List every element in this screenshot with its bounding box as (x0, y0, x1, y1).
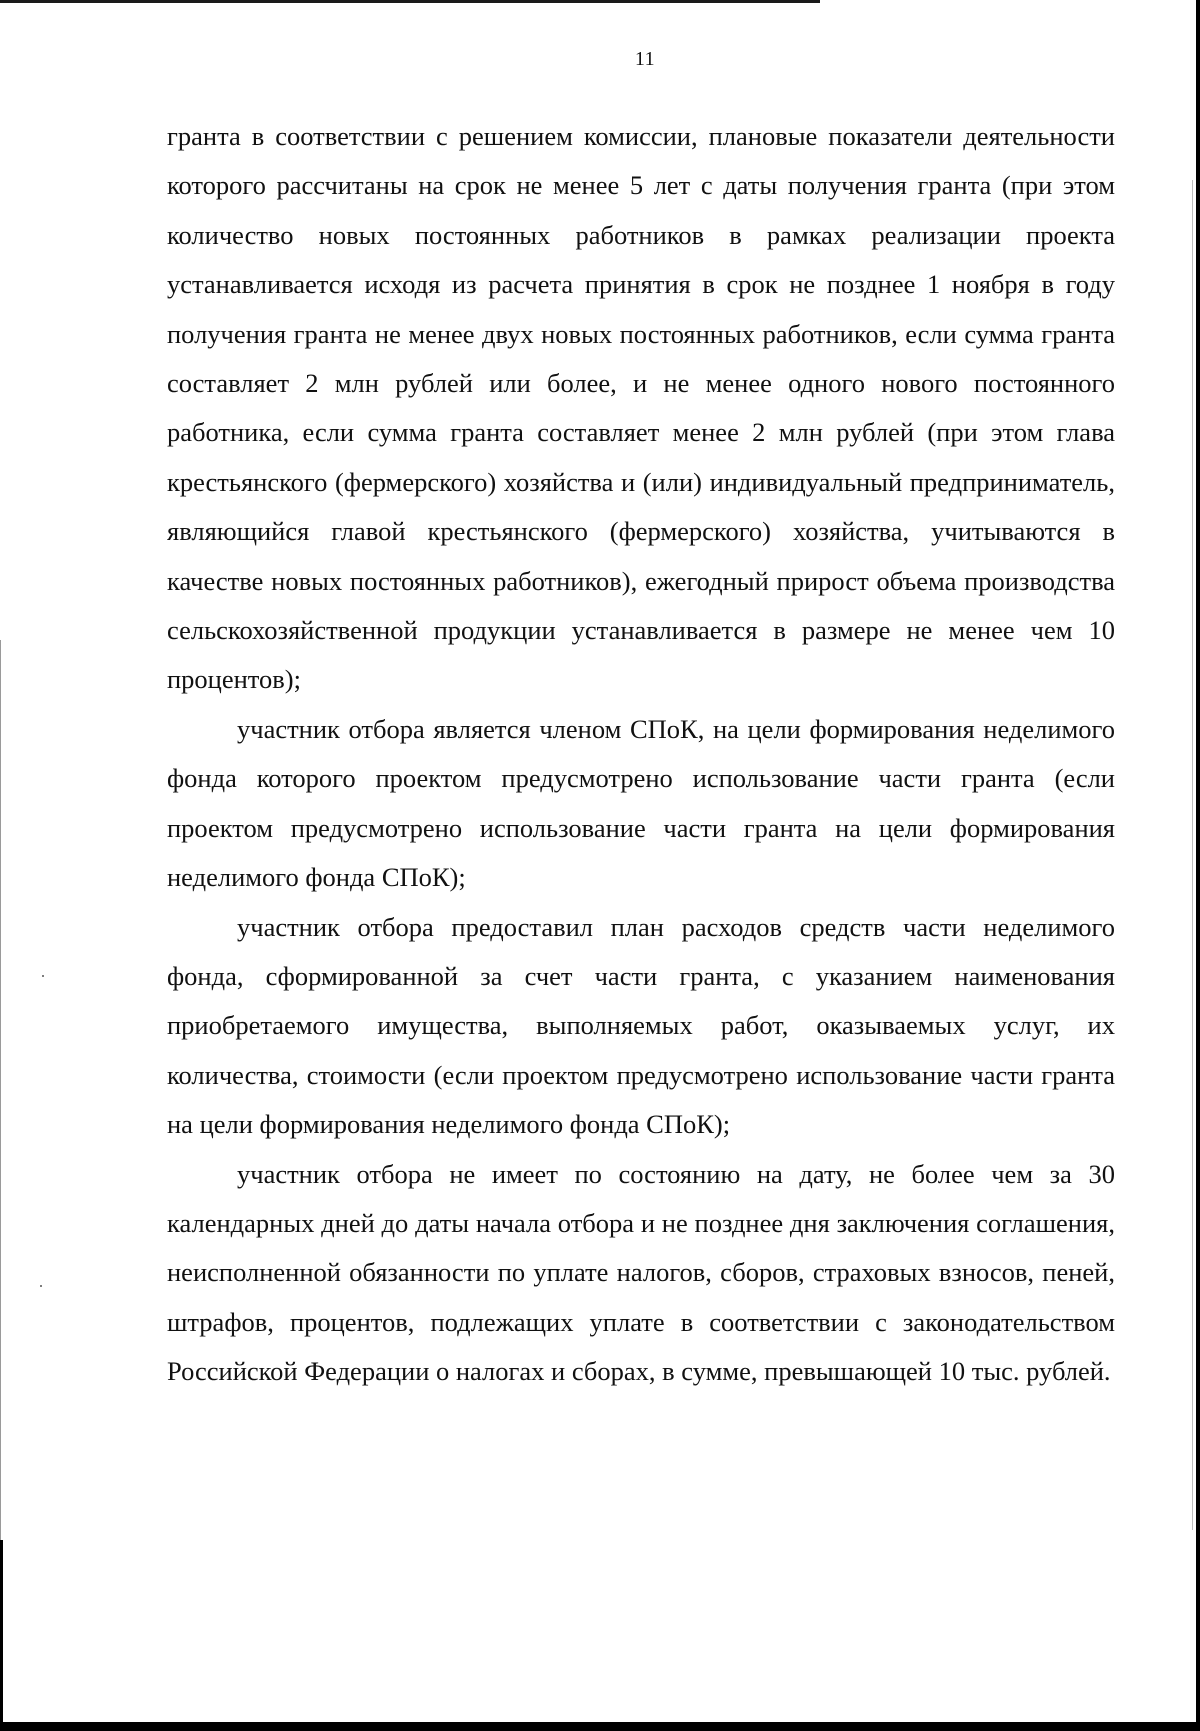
paragraph-tax-obligations: участник отбора не имеет по состоянию на дату, не более чем за 30 календарных дней до даты начала отбора и не позднее дня заключения соглашения, неисполненной обязанности по уплате налогов, сборов, страховых взносов, пеней, штрафов, процентов, подлежащих уплате в соответствии с законодательством Российской Федерации о налогах и сборах, в сумме, превышающей 10 тыс. рублей. (167, 1158, 1115, 1387)
document-body (167, 112, 1115, 1397)
scan-edge-left (0, 640, 1, 1540)
paragraph-grant-indicators: гранта в соответствии с решением комиссии, плановые показатели деятельности которого рассчитаны на срок не менее 5 лет с даты получения гранта (при этом количество новых постоянных работников в рамках реализации проекта устанавливается исходя из расчета принятия в срок не позднее 1 ноября в году получения гранта не менее двух новых постоянных работников, если сумма гранта составляет 2 млн рублей или более, и не менее одного нового постоянного работника, если сумма гранта составляет менее 2 млн рублей (при этом глава крестьянского (фермерского) хозяйства и (или) индивидуальный предприниматель, являющийся главой крестьянского (фермерского) хозяйства, учитываются в качестве новых постоянных работников), ежегодный прирост объема производства сельскохозяйственной продукции устанавливается в размере не менее чем 10 процентов); (167, 121, 1115, 695)
paragraph-expense-plan: участник отбора предоставил план расходов средств части неделимого фонда, сформированной за счет части гранта, с указанием наименования приобретаемого имущества, выполняемых работ, оказываемых услуг, их количества, стоимости (если проектом предусмотрено использование части гранта на цели формирования неделимого фонда СПоК); (167, 911, 1115, 1140)
scan-edge-left-bottom (0, 1540, 3, 1731)
scan-edge-top (0, 0, 820, 3)
paragraph-spok-member: участник отбора является членом СПоК, на цели формирования неделимого фонда которого проектом предусмотрено использование части гранта (если проектом предусмотрено использование части гранта на цели формирования неделимого фонда СПоК); (167, 713, 1115, 893)
page-number: 11 (634, 48, 656, 70)
scan-speck (40, 1285, 42, 1287)
scan-edge-right (1196, 0, 1200, 1731)
scan-speck (42, 975, 44, 977)
scan-edge-bottom (0, 1722, 1200, 1731)
scan-edge-right-inner (1192, 180, 1193, 1530)
